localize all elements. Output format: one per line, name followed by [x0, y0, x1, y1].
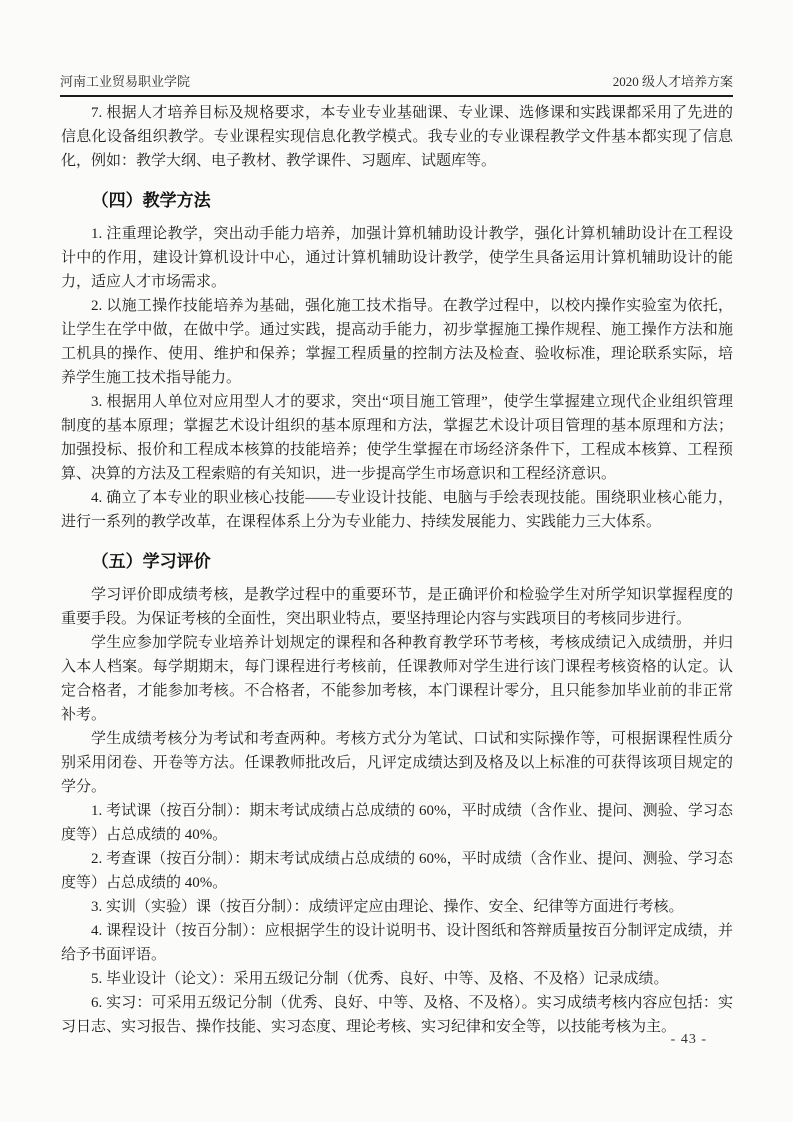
page-footer	[671, 1032, 707, 1048]
header-document-title: 2020 级人才培养方案	[612, 74, 733, 89]
paragraph-exam-types: 学生成绩考核分为考试和考查两种。考核方式分为笔试、口试和实际操作等，可根据课程性质分别采用闭卷、开卷等方法。任课教师批改后，凡评定成绩达到及格及以上标准的可获得该项目规定的学分。	[61, 731, 733, 795]
paragraph-exam-qualification: 学生应参加学院专业培养计划规定的课程和各种教育教学环节考核，考核成绩记入成绩册，并归入本人档案。每学期期末，每门课程进行考核前，任课教师对学生进行该门课程考核资格的认定。认定合格者，才能参加考核。不合格者，不能参加考核，本门课程计零分，且只能参加毕业前的非正常补考。	[61, 635, 733, 723]
paragraph-informatization-teaching: 7. 根据人才培养目标及规格要求，本专业专业基础课、专业课、选修课和实践课都采用了先进的信息化设备组织教学。专业课程实现信息化教学模式。我专业的专业课程教学文件基本都实现了信息化，例如：教学大纲、电子教材、教学课件、习题库、试题库等。	[61, 105, 733, 169]
paragraph-practical-course-rule: 3. 实训（实验）课（按百分制）：成绩评定应由理论、操作、安全、纪律等方面进行考核。	[91, 899, 684, 915]
page-header	[60, 71, 733, 97]
paragraph-exam-course-rule: 1. 考试课（按百分制）：期末考试成绩占总成绩的 60%，平时成绩（含作业、提问、测验、学习态度等）占总成绩的 40%。	[61, 803, 733, 843]
paragraph-assessment-course-rule: 2. 考查课（按百分制）：期末考试成绩占总成绩的 60%，平时成绩（含作业、提问、测验、学习态度等）占总成绩的 40%。	[61, 851, 733, 891]
section-heading-teaching-methods: （四）教学方法	[91, 191, 211, 210]
paragraph-theory-teaching: 1. 注重理论教学，突出动手能力培养，加强计算机辅助设计教学，强化计算机辅助设计在工程设计中的作用，建设计算机设计中心，通过计算机辅助设计教学，使学生具备运用计算机辅助设计的能力，适应人才市场需求。	[61, 226, 733, 290]
paragraph-graduation-design-rule: 5. 毕业设计（论文）：采用五级记分制（优秀、良好、中等、及格、不及格）记录成绩。	[91, 971, 669, 987]
paragraph-evaluation-intro: 学习评价即成绩考核，是教学过程中的重要环节，是正确评价和检验学生对所学知识掌握程度的重要手段。为保证考核的全面性，突出职业特点，要坚持理论内容与实践项目的考核同步进行。	[61, 587, 733, 627]
header-school-name: 河南工业贸易职业学院	[60, 74, 191, 89]
paragraph-project-management: 3. 根据用人单位对应用型人才的要求，突出“项目施工管理”，使学生掌握建立现代企业组织管理制度的基本原理；掌握艺术设计组织的基本原理和方法，掌握艺术设计项目管理的基本原理和方法；加强投标、报价和工程成本核算的技能培养；使学生掌握在市场经济条件下，工程成本核算、工程预算、决算的方法及工程索赔的有关知识，进一步提高学生市场意识和工程经济意识。	[61, 394, 733, 482]
document-content	[61, 101, 733, 1039]
paragraph-construction-skills: 2. 以施工操作技能培养为基础，强化施工技术指导。在教学过程中，以校内操作实验室为依托，让学生在学中做，在做中学。通过实践，提高动手能力，初步掌握施工操作规程、施工操作方法和施工机具的操作、使用、维护和保养；掌握工程质量的控制方法及检查、验收标准，理论联系实际，培养学生施工技术指导能力。	[61, 298, 733, 386]
page-number: - 43 -	[670, 1032, 707, 1047]
paragraph-core-skills: 4. 确立了本专业的职业核心技能——专业设计技能、电脑与手绘表现技能。围绕职业核心能力，进行一系列的教学改革，在课程体系上分为专业能力、持续发展能力、实践能力三大体系。	[61, 490, 733, 530]
section-heading-learning-evaluation: （五）学习评价	[91, 552, 211, 571]
paragraph-internship-rule: 6. 实习：可采用五级记分制（优秀、良好、中等、及格、不及格）。实习成绩考核内容应包括：实习日志、实习报告、操作技能、实习态度、理论考核、实习纪律和安全等，以技能考核为主。	[61, 995, 733, 1035]
paragraph-course-design-rule: 4. 课程设计（按百分制）：应根据学生的设计说明书、设计图纸和答辩质量按百分制评定成绩，并给予书面评语。	[61, 923, 733, 963]
